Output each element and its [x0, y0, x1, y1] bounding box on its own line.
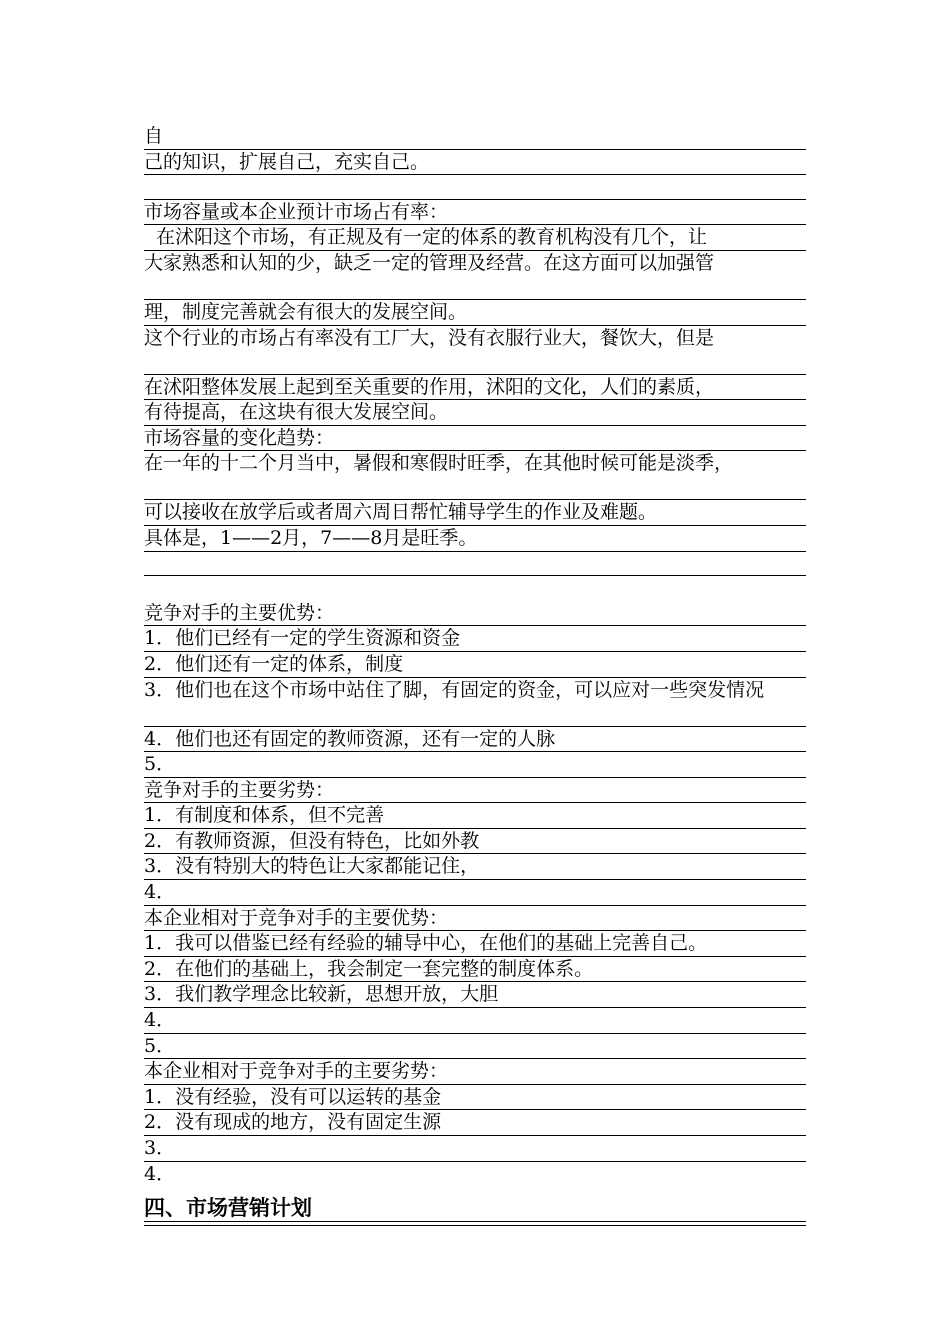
- list-item: 4．: [144, 1008, 806, 1034]
- text-line: 在一年的十二个月当中，暑假和寒假时旺季，在其他时候可能是淡季，: [144, 451, 806, 500]
- text-line: 可以接收在放学后或者周六周日帮忙辅导学生的作业及难题。: [144, 500, 806, 526]
- blank-line: [144, 576, 806, 601]
- list-item: 2．没有现成的地方，没有固定生源: [144, 1110, 806, 1136]
- list-item: 3．: [144, 1136, 806, 1162]
- subheading-our-weaknesses: 本企业相对于竞争对手的主要劣势：: [144, 1059, 806, 1085]
- list-item: 4．: [144, 880, 806, 906]
- text-line: 在沭阳整体发展上起到至关重要的作用，沭阳的文化，人们的素质，: [144, 375, 806, 401]
- subheading-competitor-weaknesses: 竞争对手的主要劣势：: [144, 778, 806, 804]
- list-item: 3．我们教学理念比较新，思想开放，大胆: [144, 982, 806, 1008]
- list-item: 5．: [144, 1034, 806, 1060]
- text-line: 自: [144, 124, 806, 150]
- list-item: 4．: [144, 1162, 176, 1185]
- text-line: 这个行业的市场占有率没有工厂大，没有衣服行业大，餐饮大，但是: [144, 326, 806, 375]
- list-item: 4．他们也还有固定的教师资源，还有一定的人脉: [144, 727, 806, 753]
- list-item: 3．没有特别大的特色让大家都能记住，: [144, 854, 806, 880]
- list-item: 1．他们已经有一定的学生资源和资金: [144, 626, 806, 652]
- list-item: 1．我可以借鉴已经有经验的辅导中心，在他们的基础上完善自己。: [144, 931, 806, 957]
- subheading-our-strengths: 本企业相对于竞争对手的主要优势：: [144, 906, 806, 932]
- list-item: 1．没有经验，没有可以运转的基金: [144, 1085, 806, 1111]
- text-line: 具体是，1——2月，7——8月是旺季。: [144, 526, 806, 552]
- text-line: 己的知识，扩展自己，充实自己。: [144, 150, 806, 176]
- subheading-competitor-strengths: 竞争对手的主要优势：: [144, 601, 806, 627]
- list-item: 1．有制度和体系，但不完善: [144, 803, 806, 829]
- document-page: [144, 124, 806, 1226]
- list-item: 5．: [144, 752, 806, 778]
- subheading-market-capacity: 市场容量或本企业预计市场占有率：: [144, 200, 806, 226]
- text-line: 大家熟悉和认知的少，缺乏一定的管理及经营。在这方面可以加强管: [144, 251, 806, 300]
- text-line: 理，制度完善就会有很大的发展空间。: [144, 300, 806, 326]
- list-item: 2．有教师资源，但没有特色，比如外教: [144, 829, 806, 855]
- section-heading: 四、市场营销计划: [144, 1195, 806, 1222]
- subheading-capacity-trend: 市场容量的变化趋势：: [144, 426, 806, 452]
- list-item: 2．他们还有一定的体系，制度: [144, 652, 806, 678]
- divider: [144, 1225, 806, 1226]
- blank-line: [144, 175, 806, 200]
- text-line: 在沭阳这个市场，有正规及有一定的体系的教育机构没有几个，让: [144, 225, 806, 251]
- text-line: 有待提高，在这块有很大发展空间。: [144, 400, 806, 426]
- list-item: 3．他们也在这个市场中站住了脚，有固定的资金，可以应对一些突发情况: [144, 678, 806, 727]
- list-item: 2．在他们的基础上，我会制定一套完整的制度体系。: [144, 957, 806, 983]
- blank-line: [144, 552, 806, 577]
